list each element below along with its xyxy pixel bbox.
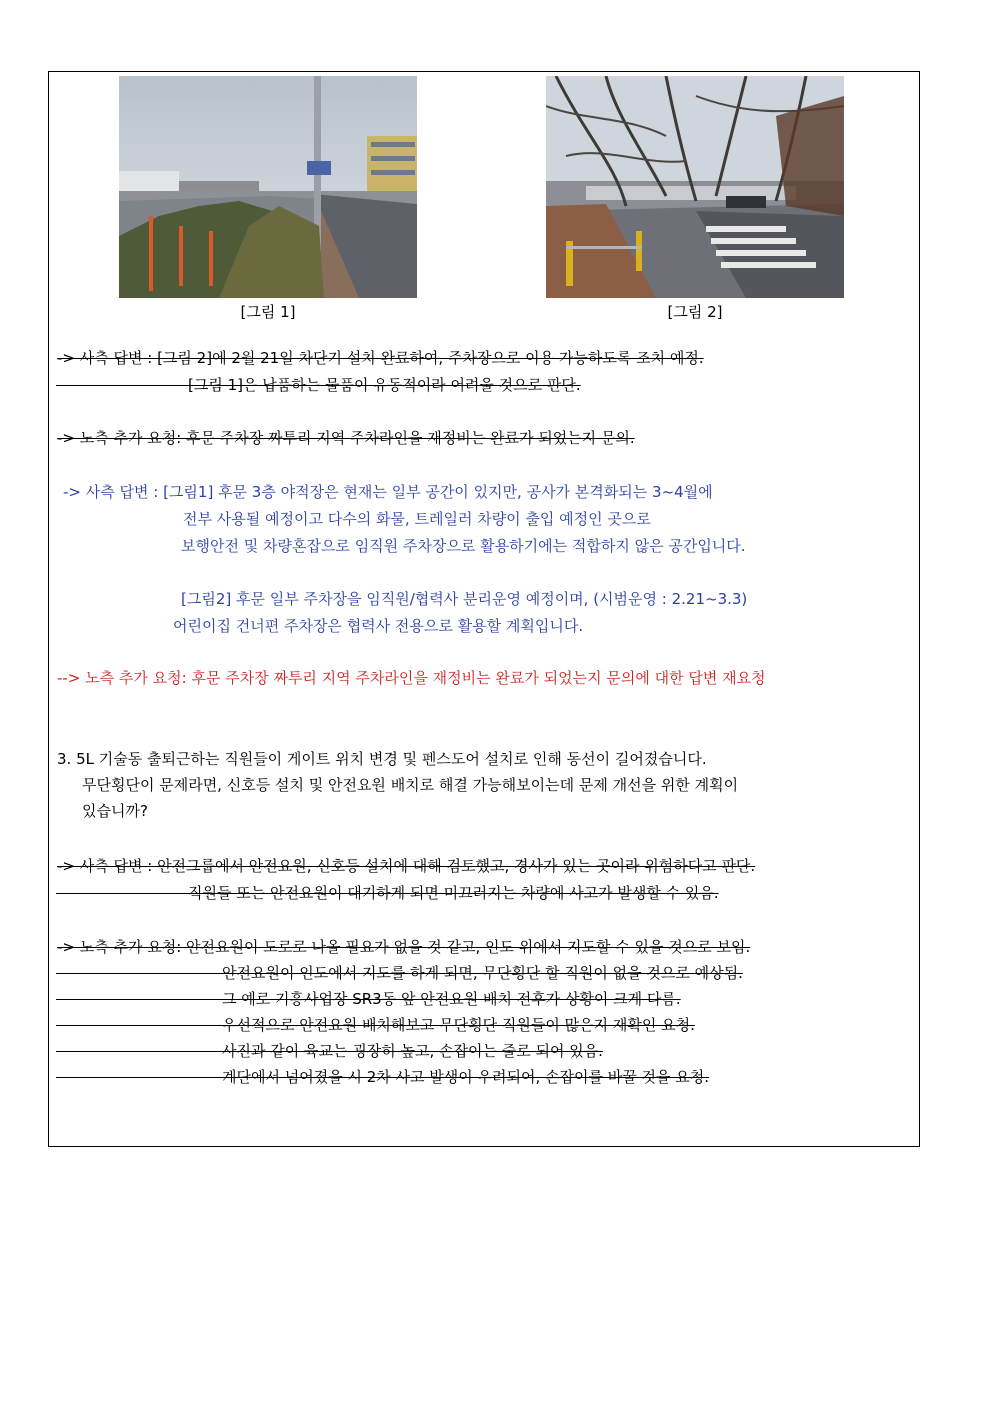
crosswalk-photo-image xyxy=(546,76,844,298)
company-reply-3-line-1: -> 사측 답변 : 안전그룹에서 안전요원, 신호등 설치에 대해 검토했고, 경사가 있는 곳이라 위험하다고 판단. xyxy=(57,857,756,875)
union-request-3-line-6: 계단에서 넘어졌을 시 2차 사고 발생이 우려되어, 손잡이를 바꿀 것을 요청. xyxy=(222,1068,709,1086)
union-request-3-line-3: 그 예로 기흥사업장 SR3동 앞 안전요원 배치 전후가 상황이 크게 다름. xyxy=(222,990,681,1008)
union-request-3-line-4: 우선적으로 안전요원 배치해보고 무단횡단 직원들이 많은지 재확인 요청. xyxy=(222,1016,695,1034)
company-reply-2-line-3: 보행안전 및 차량혼잡으로 임직원 주차장으로 활용하기에는 적합하지 않은 공간입니다. xyxy=(181,537,746,555)
company-reply-2-line-1: -> 사측 답변 : [그림1] 후문 3층 야적장은 현재는 일부 공간이 있지만, 공사가 본격화되는 3~4월에 xyxy=(63,483,713,501)
street-photo-image xyxy=(119,76,417,298)
union-request-3-line-2: 안전요원이 인도에서 지도를 하게 되면, 무단횡단 할 직원이 없을 것으로 예상됨. xyxy=(222,964,743,982)
strike-indent-line xyxy=(56,1077,222,1078)
strike-indent-line xyxy=(56,973,222,974)
strike-indent-line xyxy=(56,385,188,386)
item-3-line-2: 무단횡단이 문제라면, 신호등 설치 및 안전요원 배치로 해결 가능해보이는데 문제 개선을 위한 계획이 xyxy=(82,776,739,794)
item-3-line-1: 3. 5L 기술동 출퇴근하는 직원들이 게이트 위치 변경 및 펜스도어 설치로 인해 동선이 길어졌습니다. xyxy=(57,750,707,768)
strike-indent-line xyxy=(56,893,188,894)
company-reply-1-line-1: -> 사측 답변 : [그림 2]에 2월 21일 차단기 설치 완료하여, 주차장으로 이용 가능하도록 조치 예정. xyxy=(57,349,704,367)
item-3-line-3: 있습니까? xyxy=(82,802,148,820)
strike-indent-line xyxy=(56,999,222,1000)
figure-1-caption: [그림 1] xyxy=(240,303,296,321)
strike-indent-line xyxy=(56,1051,222,1052)
union-request-3-line-1: -> 노측 추가 요청: 안전요원이 도로로 나올 필요가 없을 것 같고, 인도 위에서 지도할 수 있을 것으로 보임. xyxy=(57,938,751,956)
strike-indent-line xyxy=(56,1025,222,1026)
figure-1-photo xyxy=(119,76,417,298)
figure-2-caption: [그림 2] xyxy=(667,303,723,321)
company-reply-1-line-2: [그림 1]은 납품하는 물품이 유동적이라 어려울 것으로 판단. xyxy=(188,376,581,394)
company-reply-2-line-4: [그림2] 후문 일부 주차장을 임직원/협력사 분리운영 예정이며, (시범운영 : 2.21~3.3) xyxy=(181,590,748,608)
company-reply-2-line-5: 어린이집 건너편 주차장은 협력사 전용으로 활용할 계획입니다. xyxy=(173,617,584,635)
union-request-2: --> 노측 추가 요청: 후문 주차장 짜투리 지역 주차라인을 재정비는 완료가 되었는지 문의에 대한 답변 재요청 xyxy=(57,669,766,687)
union-request-3-line-5: 사진과 같이 육교는 굉장히 높고, 손잡이는 줄로 되어 있음. xyxy=(222,1042,603,1060)
company-reply-2-line-2: 전부 사용될 예정이고 다수의 화물, 트레일러 차량이 출입 예정인 곳으로 xyxy=(183,510,651,528)
figure-2-photo xyxy=(546,76,844,298)
company-reply-3-line-2: 직원들 또는 안전요원이 대기하게 되면 미끄러지는 차량에 사고가 발생할 수 있음. xyxy=(188,884,719,902)
union-request-1: -> 노측 추가 요청: 후문 주차장 짜투리 지역 주차라인을 재정비는 완료가 되었는지 문의. xyxy=(57,429,635,447)
